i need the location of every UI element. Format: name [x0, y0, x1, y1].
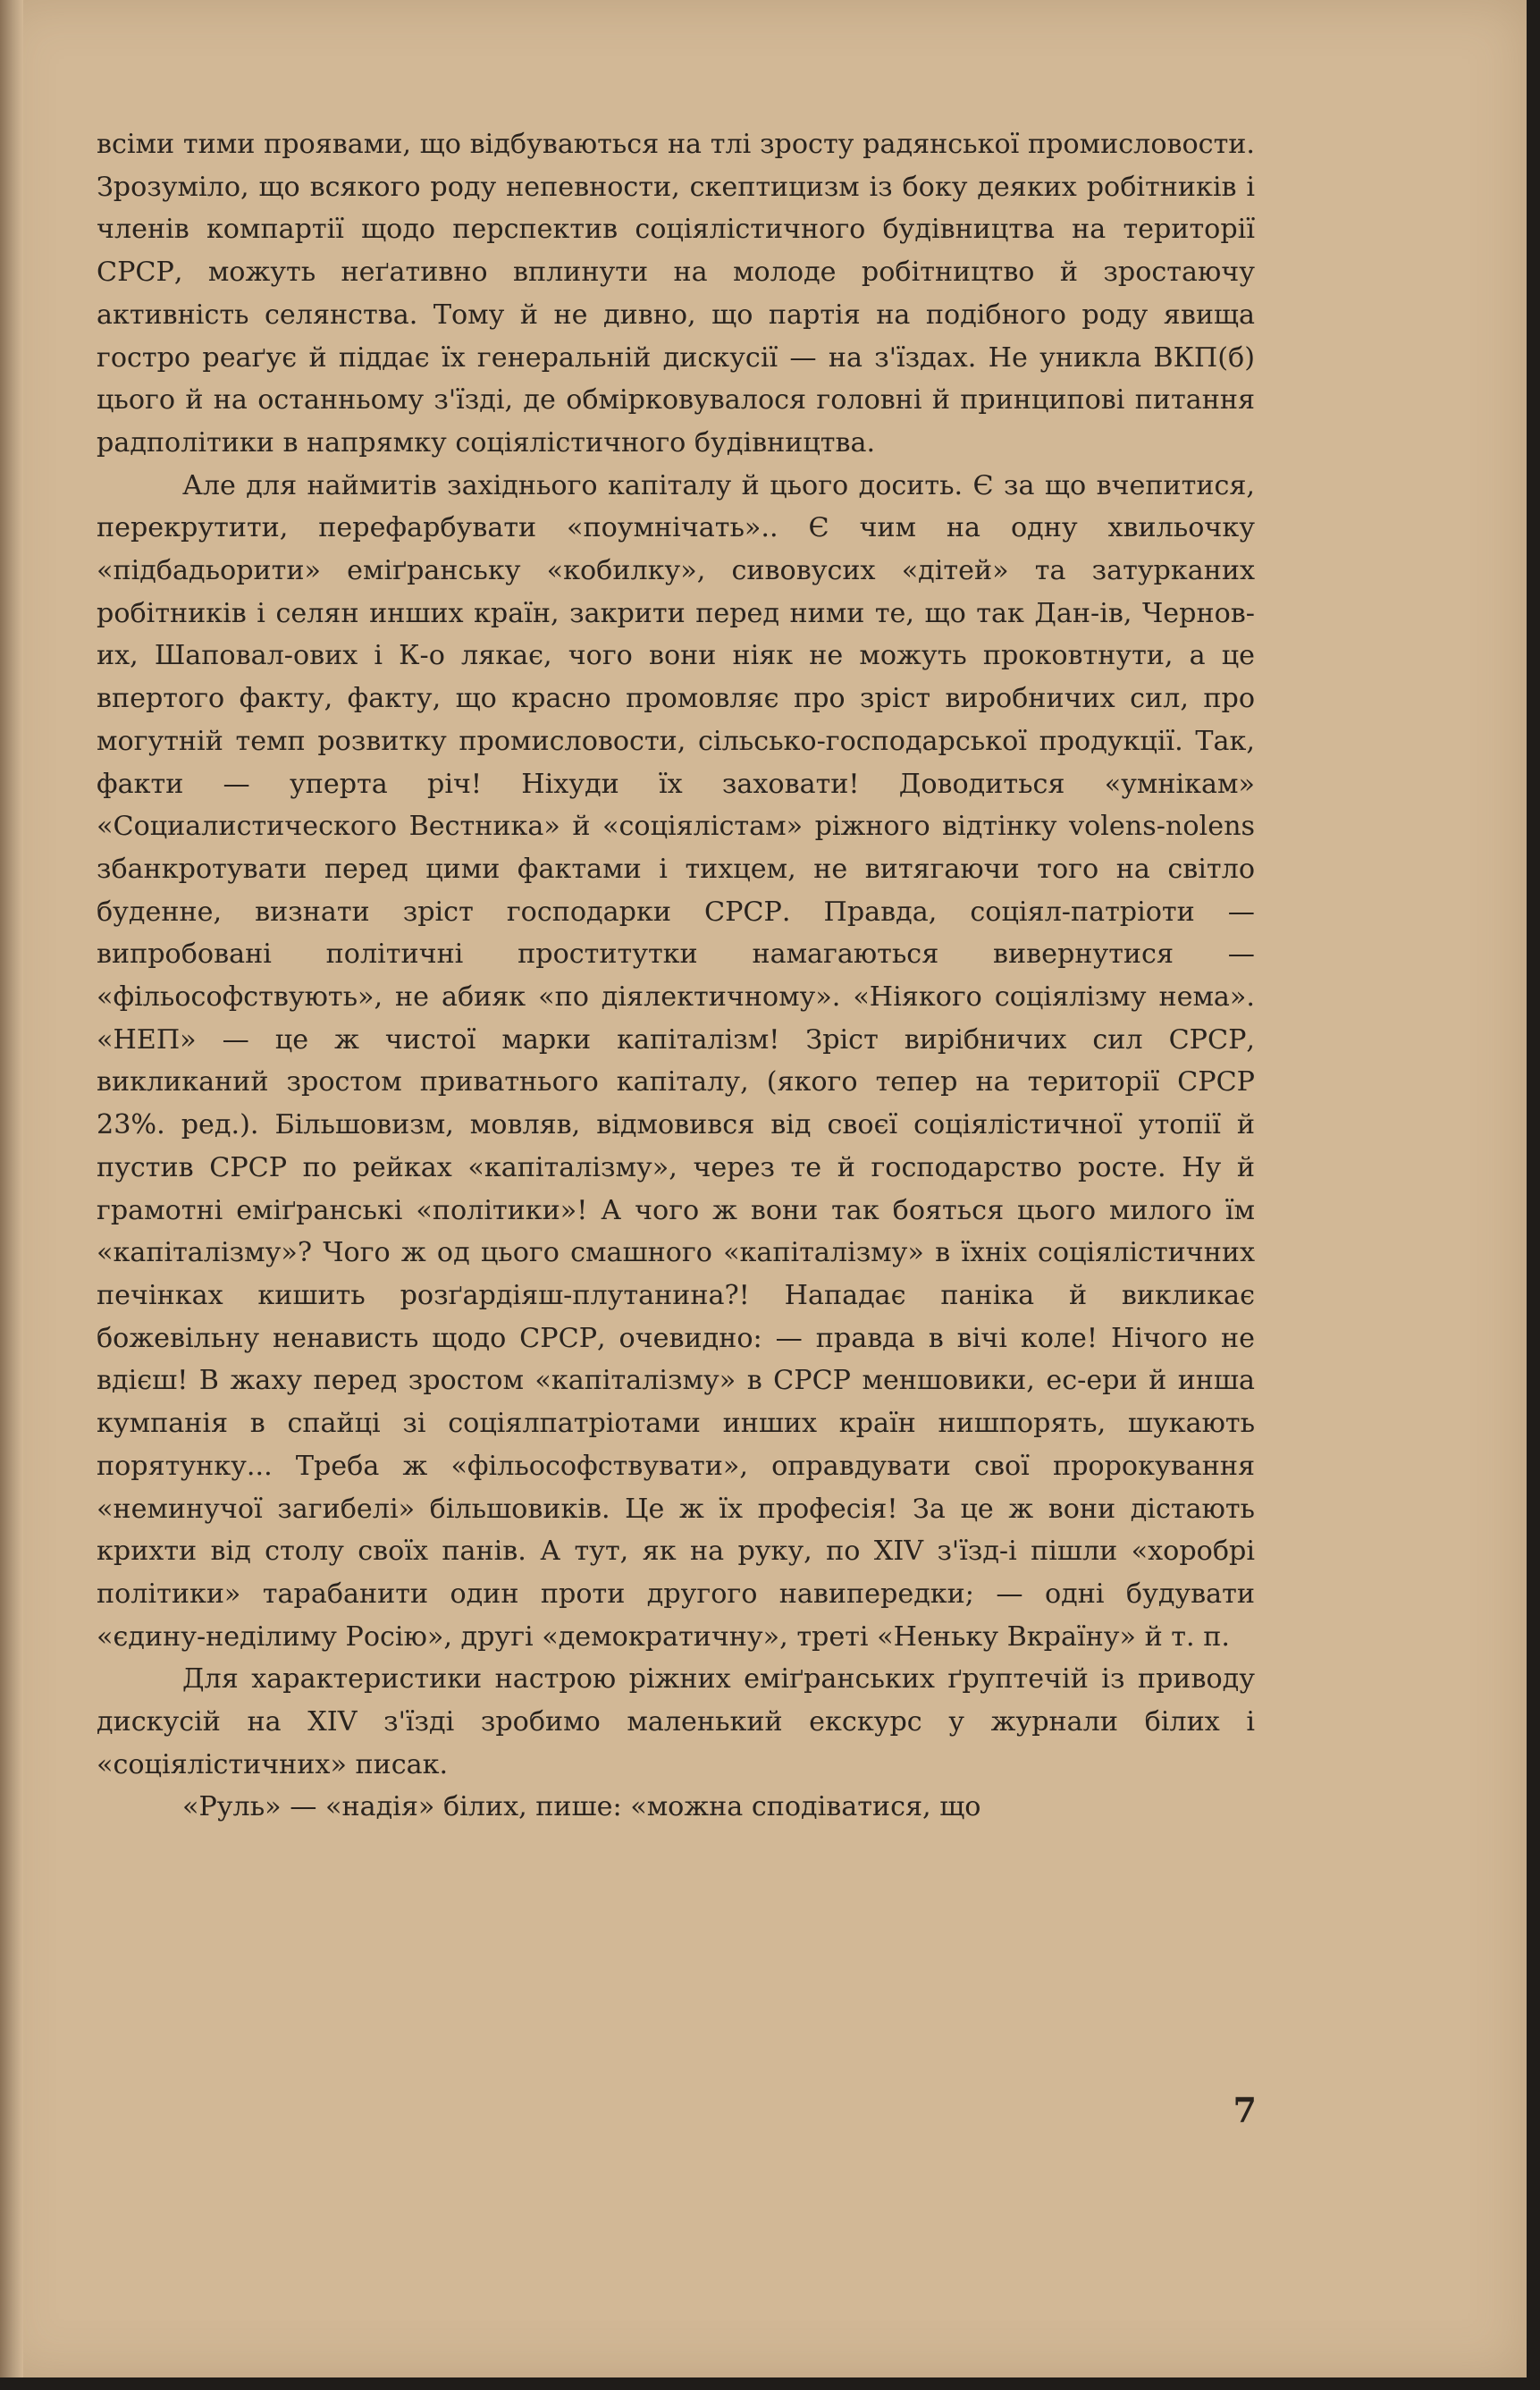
page-spine-shadow [0, 0, 23, 2377]
page-number: 7 [1233, 2090, 1257, 2130]
paragraph-2: Але для наймитів західнього капіталу й цього досить. Є за що вчепитися, перекрутити, перефарбувати «поумнічать».. Є чим на одну хвильочку «підбадьорити» еміґранську «кобилку», сивовусих «дітей» та затурканих робітників і селян инших країн, закрити перед ними те, що так Дан-ів, Чернов-их, Шаповал-ових і К-о лякає, чого вони ніяк не можуть проковтнути, а це впертого факту, факту, що красно промовляє про зріст виробничих сил, про могутній темп розвитку промисловости, сільсько-господарської продукції. Так, факти — уперта річ! Ніхуди їх заховати! Доводиться «умнікам» «Социалистического Вестника» й «соціялістам» ріжного відтінку volens-nolens збанкротувати перед цими фактами і тихцем, не витягаючи того на світло буденне, визнати зріст господарки СРСР. Правда, соціял-патріоти — випробовані політичні проститутки намагаються вивернутися — «фільософствують», не абияк «по діялектичному». «Ніякого соціялізму нема». «НЕП» — це ж чистої марки капіталізм! Зріст вирібничих сил СРСР, викликаний зростом приватнього капіталу, (якого тепер на території СРСР 23%. ред.). Більшовизм, мовляв, відмовився від своєї соціялістичної утопії й пустив СРСР по рейках «капіталізму», через те й господарство росте. Ну й грамотні еміґранські «політики»! А чого ж вони так бояться цього милого їм «капіталізму»? Чого ж од цього смашного «капіталізму» в їхніх соціялістичних печінках кишить розґардіяш-плутанина?! Нападає паніка й викликає божевільну ненависть щодо СРСР, очевидно: — правда в вічі коле! Нічого не вдієш! В жаху перед зростом «капіталізму» в СРСР меншовики, ес-ери й инша кумпанія в спайці зі соціялпатріотами инших країн нишпорять, шукають порятунку... Треба ж «фільософствувати», оправдувати свої пророкування «неминучої загибелі» більшовиків. Це ж їх професія! За це ж вони дістають крихти від столу своїх панів. А тут, як на руку, по XIV з'їзд-і пішли «хоробрі політики» тарабанити один проти другого навипередки; — одні будувати «єдину-неділиму Росію», другі «демократичну», треті «Неньку Вкраїну» й т. п. [97, 469, 1255, 1653]
paragraph-1: всіми тими проявами, що відбуваються на тлі зросту радянської промисловости. Зрозуміло, що всякого роду непевности, скептицизм із боку деяких робітників і членів компартії щодо перспектив соціялістичного будівництва на території СРСР, можуть неґативно вплинути на молоде робітництво й зростаючу активність селянства. Тому й не дивно, що партія на подібного роду явища гостро реаґує й піддає їх генеральній дискусії — на з'їздах. Не уникла ВКП(б) цього й на останньому з'їзді, де обмірковувалося головні й принципові питання радполітики в напрямку соціялістичного будівництва. [97, 129, 1255, 459]
paragraph-3: Для характеристики настрою ріжних еміґранських ґруптечій із приводу дискусій на XIV з'їзді зробимо маленький екскурс у журнали білих і «соціялістичних» писак. [97, 1663, 1255, 1780]
body-text [97, 123, 1255, 1829]
paragraph-4: «Руль» — «надія» білих, пише: «можна сподіватися, що [182, 1791, 981, 1823]
